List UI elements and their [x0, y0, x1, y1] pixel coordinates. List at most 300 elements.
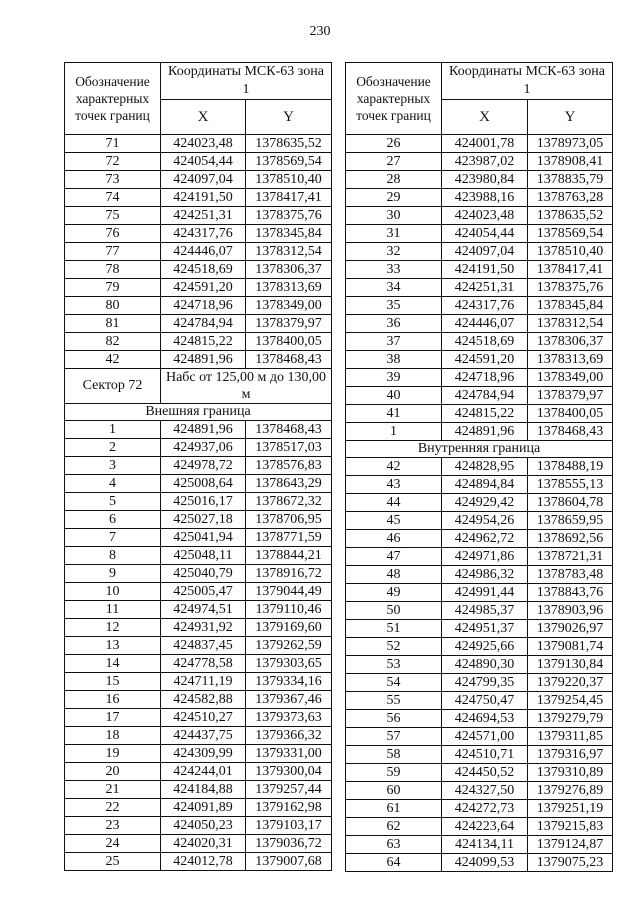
table-row	[65, 189, 332, 207]
y-coordinate: 1379026,97	[528, 620, 613, 638]
table-row	[346, 566, 613, 584]
table-row	[346, 351, 613, 369]
y-coordinate: 1379130,84	[528, 656, 613, 674]
y-coordinate: 1379169,60	[246, 619, 332, 637]
point-number: 11	[65, 601, 161, 619]
x-coordinate: 424012,78	[161, 853, 246, 871]
x-coordinate: 424251,31	[442, 279, 528, 297]
x-coordinate: 424272,73	[442, 800, 528, 818]
point-number: 54	[346, 674, 442, 692]
table-row	[65, 637, 332, 655]
header-row	[65, 63, 332, 100]
x-coordinate: 424054,44	[442, 225, 528, 243]
table-row	[65, 511, 332, 529]
x-coordinate: 424828,95	[442, 458, 528, 476]
table-row	[65, 439, 332, 457]
coordinates-table-right	[345, 62, 613, 872]
y-coordinate: 1378400,05	[246, 333, 332, 351]
y-coordinate: 1379081,74	[528, 638, 613, 656]
y-coordinate: 1378835,79	[528, 171, 613, 189]
table-row	[346, 710, 613, 728]
x-coordinate: 424931,92	[161, 619, 246, 637]
y-coordinate: 1378721,31	[528, 548, 613, 566]
table-row	[65, 547, 332, 565]
y-coordinate: 1378973,05	[528, 135, 613, 153]
table-row	[346, 476, 613, 494]
sector-elevation-note: Набс от 125,00 м до 130,00 м	[161, 369, 332, 404]
table-row	[65, 709, 332, 727]
x-coordinate: 424925,66	[442, 638, 528, 656]
x-coordinate: 424890,30	[442, 656, 528, 674]
point-number: 46	[346, 530, 442, 548]
y-coordinate: 1378349,00	[528, 369, 613, 387]
table-row	[65, 421, 332, 439]
x-coordinate: 424937,06	[161, 439, 246, 457]
table-row	[346, 818, 613, 836]
y-coordinate: 1379110,46	[246, 601, 332, 619]
point-number: 74	[65, 189, 161, 207]
point-number: 1	[65, 421, 161, 439]
y-coordinate: 1378313,69	[246, 279, 332, 297]
table-row	[346, 458, 613, 476]
point-number: 36	[346, 315, 442, 333]
point-number: 71	[65, 135, 161, 153]
x-coordinate: 425027,18	[161, 511, 246, 529]
point-number: 53	[346, 656, 442, 674]
table-row	[65, 475, 332, 493]
x-coordinate: 424718,96	[442, 369, 528, 387]
y-coordinate: 1379334,16	[246, 673, 332, 691]
y-coordinate: 1378843,76	[528, 584, 613, 602]
point-number: 33	[346, 261, 442, 279]
table-row	[65, 297, 332, 315]
point-number: 12	[65, 619, 161, 637]
point-number: 10	[65, 583, 161, 601]
x-coordinate: 424446,07	[442, 315, 528, 333]
table-row	[65, 799, 332, 817]
point-number: 43	[346, 476, 442, 494]
point-number: 18	[65, 727, 161, 745]
table-row	[346, 135, 613, 153]
point-number: 82	[65, 333, 161, 351]
x-coordinate: 424954,26	[442, 512, 528, 530]
point-number: 47	[346, 548, 442, 566]
y-coordinate: 1378379,97	[528, 387, 613, 405]
y-coordinate: 1378635,52	[246, 135, 332, 153]
point-number: 14	[65, 655, 161, 673]
y-coordinate: 1378488,19	[528, 458, 613, 476]
table-row	[346, 423, 613, 441]
y-coordinate: 1378468,43	[246, 351, 332, 369]
x-coordinate: 424518,69	[442, 333, 528, 351]
table-row	[65, 153, 332, 171]
point-number: 42	[65, 351, 161, 369]
point-number: 42	[346, 458, 442, 476]
x-coordinate: 424815,22	[442, 405, 528, 423]
sector-label: Сектор 72	[65, 369, 161, 404]
table-row	[346, 656, 613, 674]
table-row	[65, 279, 332, 297]
x-coordinate: 424327,50	[442, 782, 528, 800]
point-number: 60	[346, 782, 442, 800]
table-row	[346, 153, 613, 171]
table-row	[346, 602, 613, 620]
x-coordinate: 424450,52	[442, 764, 528, 782]
point-number: 34	[346, 279, 442, 297]
x-coordinate: 424099,53	[442, 854, 528, 872]
x-coordinate: 425016,17	[161, 493, 246, 511]
x-coordinate: 424694,53	[442, 710, 528, 728]
x-coordinate: 425008,64	[161, 475, 246, 493]
table-row	[65, 745, 332, 763]
x-coordinate: 424815,22	[161, 333, 246, 351]
x-coordinate: 424317,76	[442, 297, 528, 315]
y-coordinate: 1379254,45	[528, 692, 613, 710]
outer-boundary-label: Внешняя граница	[65, 404, 332, 421]
point-number: 13	[65, 637, 161, 655]
table-row	[346, 836, 613, 854]
x-coordinate: 424191,50	[161, 189, 246, 207]
x-coordinate: 424582,88	[161, 691, 246, 709]
x-coordinate: 423988,16	[442, 189, 528, 207]
coords-header: Координаты МСК-63 зона 1	[161, 63, 332, 100]
y-coordinate: 1379124,87	[528, 836, 613, 854]
point-header: Обозначение характерных точек границ	[65, 63, 161, 135]
x-coordinate: 424023,48	[161, 135, 246, 153]
x-coordinate: 424437,75	[161, 727, 246, 745]
x-coordinate: 424971,86	[442, 548, 528, 566]
x-coordinate: 424978,72	[161, 457, 246, 475]
y-coordinate: 1379276,89	[528, 782, 613, 800]
y-coordinate: 1378569,54	[246, 153, 332, 171]
x-coordinate: 424718,96	[161, 297, 246, 315]
table-row	[65, 583, 332, 601]
point-number: 81	[65, 315, 161, 333]
table-row	[65, 225, 332, 243]
point-number: 48	[346, 566, 442, 584]
y-coordinate: 1379075,23	[528, 854, 613, 872]
point-number: 28	[346, 171, 442, 189]
y-coordinate: 1379103,17	[246, 817, 332, 835]
x-coordinate: 424991,44	[442, 584, 528, 602]
x-coordinate: 424518,69	[161, 261, 246, 279]
point-number: 50	[346, 602, 442, 620]
x-coordinate: 424510,71	[442, 746, 528, 764]
y-coordinate: 1378604,78	[528, 494, 613, 512]
table-row	[346, 387, 613, 405]
x-header: X	[161, 100, 246, 135]
y-coordinate: 1378375,76	[528, 279, 613, 297]
table-row	[346, 243, 613, 261]
y-coordinate: 1379331,00	[246, 745, 332, 763]
x-coordinate: 424962,72	[442, 530, 528, 548]
y-coordinate: 1378312,54	[528, 315, 613, 333]
x-coordinate: 425040,79	[161, 565, 246, 583]
sector-row	[65, 369, 332, 404]
table-row	[65, 601, 332, 619]
table-row	[65, 351, 332, 369]
point-number: 16	[65, 691, 161, 709]
y-coordinate: 1378345,84	[528, 297, 613, 315]
point-number: 9	[65, 565, 161, 583]
table-row	[65, 529, 332, 547]
point-number: 78	[65, 261, 161, 279]
page-number: 230	[309, 24, 331, 39]
x-coordinate: 424244,01	[161, 763, 246, 781]
point-number: 2	[65, 439, 161, 457]
x-coordinate: 424929,42	[442, 494, 528, 512]
y-coordinate: 1378844,21	[246, 547, 332, 565]
y-coordinate: 1378306,37	[528, 333, 613, 351]
x-coordinate: 424309,99	[161, 745, 246, 763]
table-row	[346, 405, 613, 423]
y-coordinate: 1378569,54	[528, 225, 613, 243]
y-coordinate: 1378659,95	[528, 512, 613, 530]
point-number: 20	[65, 763, 161, 781]
point-number: 80	[65, 297, 161, 315]
x-coordinate: 424097,04	[161, 171, 246, 189]
point-number: 6	[65, 511, 161, 529]
point-number: 59	[346, 764, 442, 782]
y-coordinate: 1379373,63	[246, 709, 332, 727]
x-coordinate: 423987,02	[442, 153, 528, 171]
x-header: X	[442, 100, 528, 135]
point-number: 31	[346, 225, 442, 243]
y-coordinate: 1378517,03	[246, 439, 332, 457]
x-coordinate: 424837,45	[161, 637, 246, 655]
y-coordinate: 1379262,59	[246, 637, 332, 655]
table-row	[65, 673, 332, 691]
point-number: 37	[346, 333, 442, 351]
y-coordinate: 1378576,83	[246, 457, 332, 475]
table-row	[65, 763, 332, 781]
x-coordinate: 424985,37	[442, 602, 528, 620]
x-coordinate: 424891,96	[442, 423, 528, 441]
x-coordinate: 424891,96	[161, 351, 246, 369]
table-row	[346, 207, 613, 225]
point-number: 51	[346, 620, 442, 638]
table-row	[65, 333, 332, 351]
y-coordinate: 1378313,69	[528, 351, 613, 369]
x-coordinate: 425048,11	[161, 547, 246, 565]
x-coordinate: 424251,31	[161, 207, 246, 225]
point-number: 52	[346, 638, 442, 656]
table-row	[65, 817, 332, 835]
point-number: 17	[65, 709, 161, 727]
point-number: 26	[346, 135, 442, 153]
point-number: 55	[346, 692, 442, 710]
table-row	[346, 530, 613, 548]
x-coordinate: 424894,84	[442, 476, 528, 494]
inner-boundary-label-row	[346, 441, 613, 458]
point-number: 3	[65, 457, 161, 475]
y-coordinate: 1379316,97	[528, 746, 613, 764]
point-header: Обозначение характерных точек границ	[346, 63, 442, 135]
table-row	[65, 171, 332, 189]
y-coordinate: 1379257,44	[246, 781, 332, 799]
point-number: 22	[65, 799, 161, 817]
table-row	[346, 171, 613, 189]
table-row	[65, 565, 332, 583]
point-number: 63	[346, 836, 442, 854]
x-coordinate: 424184,88	[161, 781, 246, 799]
coordinates-table-left	[64, 62, 332, 871]
table-row	[346, 369, 613, 387]
y-header: Y	[246, 100, 332, 135]
table-row	[65, 655, 332, 673]
y-coordinate: 1378468,43	[528, 423, 613, 441]
y-coordinate: 1378312,54	[246, 243, 332, 261]
table-row	[346, 279, 613, 297]
y-coordinate: 1379310,89	[528, 764, 613, 782]
y-coordinate: 1378417,41	[246, 189, 332, 207]
table-row	[65, 853, 332, 871]
point-number: 24	[65, 835, 161, 853]
x-coordinate: 424591,20	[442, 351, 528, 369]
x-coordinate: 424951,37	[442, 620, 528, 638]
y-coordinate: 1378635,52	[528, 207, 613, 225]
point-number: 15	[65, 673, 161, 691]
point-number: 7	[65, 529, 161, 547]
table-row	[346, 548, 613, 566]
table-row	[65, 135, 332, 153]
point-number: 27	[346, 153, 442, 171]
inner-boundary-label: Внутренняя граница	[346, 441, 613, 458]
point-number: 1	[346, 423, 442, 441]
y-header: Y	[528, 100, 613, 135]
point-number: 58	[346, 746, 442, 764]
coords-header: Координаты МСК-63 зона 1	[442, 63, 613, 100]
point-number: 57	[346, 728, 442, 746]
point-number: 76	[65, 225, 161, 243]
table-row	[65, 261, 332, 279]
table-row	[65, 243, 332, 261]
y-coordinate: 1378643,29	[246, 475, 332, 493]
y-coordinate: 1378510,40	[528, 243, 613, 261]
table-row	[346, 261, 613, 279]
table-row	[346, 782, 613, 800]
y-coordinate: 1378706,95	[246, 511, 332, 529]
y-coordinate: 1379311,85	[528, 728, 613, 746]
y-coordinate: 1379367,46	[246, 691, 332, 709]
x-coordinate: 424784,94	[442, 387, 528, 405]
y-coordinate: 1378783,48	[528, 566, 613, 584]
x-coordinate: 424223,64	[442, 818, 528, 836]
y-coordinate: 1379162,98	[246, 799, 332, 817]
y-coordinate: 1378908,41	[528, 153, 613, 171]
y-coordinate: 1378400,05	[528, 405, 613, 423]
table-row	[346, 674, 613, 692]
table-row	[346, 746, 613, 764]
x-coordinate: 424891,96	[161, 421, 246, 439]
point-number: 75	[65, 207, 161, 225]
table-row	[65, 781, 332, 799]
table-row	[346, 225, 613, 243]
y-coordinate: 1378345,84	[246, 225, 332, 243]
y-coordinate: 1379251,19	[528, 800, 613, 818]
y-coordinate: 1378468,43	[246, 421, 332, 439]
x-coordinate: 424001,78	[442, 135, 528, 153]
point-number: 23	[65, 817, 161, 835]
x-coordinate: 424784,94	[161, 315, 246, 333]
x-coordinate: 424097,04	[442, 243, 528, 261]
x-coordinate: 424591,20	[161, 279, 246, 297]
x-coordinate: 424510,27	[161, 709, 246, 727]
point-number: 72	[65, 153, 161, 171]
x-coordinate: 423980,84	[442, 171, 528, 189]
point-number: 61	[346, 800, 442, 818]
table-row	[346, 620, 613, 638]
point-number: 19	[65, 745, 161, 763]
table-row	[65, 315, 332, 333]
table-row	[346, 638, 613, 656]
table-row	[346, 584, 613, 602]
point-number: 30	[346, 207, 442, 225]
x-coordinate: 424191,50	[442, 261, 528, 279]
y-coordinate: 1378510,40	[246, 171, 332, 189]
table-row	[346, 494, 613, 512]
y-coordinate: 1378672,32	[246, 493, 332, 511]
table-row	[65, 727, 332, 745]
header-row	[346, 63, 613, 100]
y-coordinate: 1378417,41	[528, 261, 613, 279]
table-row	[346, 764, 613, 782]
y-coordinate: 1378349,00	[246, 297, 332, 315]
x-coordinate: 424317,76	[161, 225, 246, 243]
table-row	[346, 315, 613, 333]
x-coordinate: 425005,47	[161, 583, 246, 601]
y-coordinate: 1378306,37	[246, 261, 332, 279]
point-number: 56	[346, 710, 442, 728]
y-coordinate: 1379279,79	[528, 710, 613, 728]
table-row	[65, 207, 332, 225]
y-coordinate: 1379007,68	[246, 853, 332, 871]
point-number: 5	[65, 493, 161, 511]
table-row	[65, 691, 332, 709]
y-coordinate: 1378771,59	[246, 529, 332, 547]
point-number: 73	[65, 171, 161, 189]
point-number: 38	[346, 351, 442, 369]
x-coordinate: 424446,07	[161, 243, 246, 261]
x-coordinate: 424091,89	[161, 799, 246, 817]
point-number: 4	[65, 475, 161, 493]
y-coordinate: 1379036,72	[246, 835, 332, 853]
table-row	[346, 189, 613, 207]
point-number: 25	[65, 853, 161, 871]
x-coordinate: 424054,44	[161, 153, 246, 171]
table-row	[65, 835, 332, 853]
point-number: 49	[346, 584, 442, 602]
x-coordinate: 424778,58	[161, 655, 246, 673]
x-coordinate: 424974,51	[161, 601, 246, 619]
x-coordinate: 424023,48	[442, 207, 528, 225]
y-coordinate: 1378903,96	[528, 602, 613, 620]
y-coordinate: 1378916,72	[246, 565, 332, 583]
y-coordinate: 1379220,37	[528, 674, 613, 692]
point-number: 45	[346, 512, 442, 530]
point-number: 41	[346, 405, 442, 423]
point-number: 35	[346, 297, 442, 315]
y-coordinate: 1379366,32	[246, 727, 332, 745]
x-coordinate: 425041,94	[161, 529, 246, 547]
x-coordinate: 424799,35	[442, 674, 528, 692]
table-row	[346, 692, 613, 710]
table-row	[346, 297, 613, 315]
x-coordinate: 424050,23	[161, 817, 246, 835]
point-number: 8	[65, 547, 161, 565]
point-number: 40	[346, 387, 442, 405]
x-coordinate: 424750,47	[442, 692, 528, 710]
